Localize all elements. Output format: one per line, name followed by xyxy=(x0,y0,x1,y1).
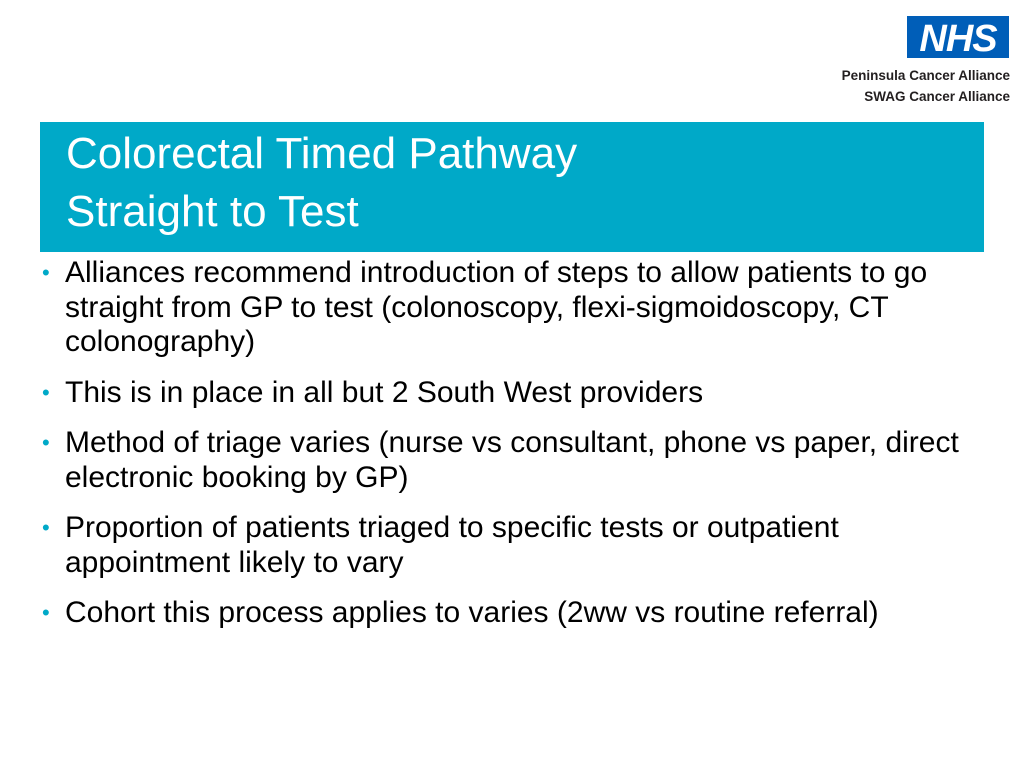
bullet-icon: • xyxy=(42,430,50,455)
nhs-logo-graphic xyxy=(907,16,1009,58)
bullet-icon: • xyxy=(42,379,50,405)
nhs-logo-text: NHS xyxy=(919,18,997,58)
bullet-icon: • xyxy=(42,515,50,540)
bullet-text: Cohort this process applies to varies (2ww vs routine referral) xyxy=(65,596,879,629)
bullet-icon: • xyxy=(42,600,50,625)
bullet-item xyxy=(40,596,980,631)
bullet-list xyxy=(40,256,980,647)
bullet-item xyxy=(40,511,980,580)
slide-title-line-2: Straight to Test xyxy=(66,187,359,236)
title-banner xyxy=(40,122,984,252)
bullet-item xyxy=(40,426,980,495)
nhs-logo xyxy=(907,16,1009,58)
bullet-text: This is in place in all but 2 South West providers xyxy=(65,375,704,409)
bullet-icon: • xyxy=(42,260,50,285)
bullet-text: Method of triage varies (nurse vs consultant, phone vs paper, direct electronic booking by GP) xyxy=(65,426,959,494)
bullet-item xyxy=(40,256,980,360)
alliance-name-swag: SWAG Cancer Alliance xyxy=(864,89,1010,104)
bullet-text: Alliances recommend introduction of steps to allow patients to go straight from GP to test (colonoscopy, flexi-sigmoidoscopy, CT colonography) xyxy=(65,256,928,358)
slide-title-line-1: Colorectal Timed Pathway xyxy=(66,129,578,178)
alliance-name-peninsula: Peninsula Cancer Alliance xyxy=(841,68,1010,83)
bullet-item xyxy=(40,376,980,411)
bullet-text: Proportion of patients triaged to specific tests or outpatient appointment likely to vary xyxy=(65,511,839,579)
